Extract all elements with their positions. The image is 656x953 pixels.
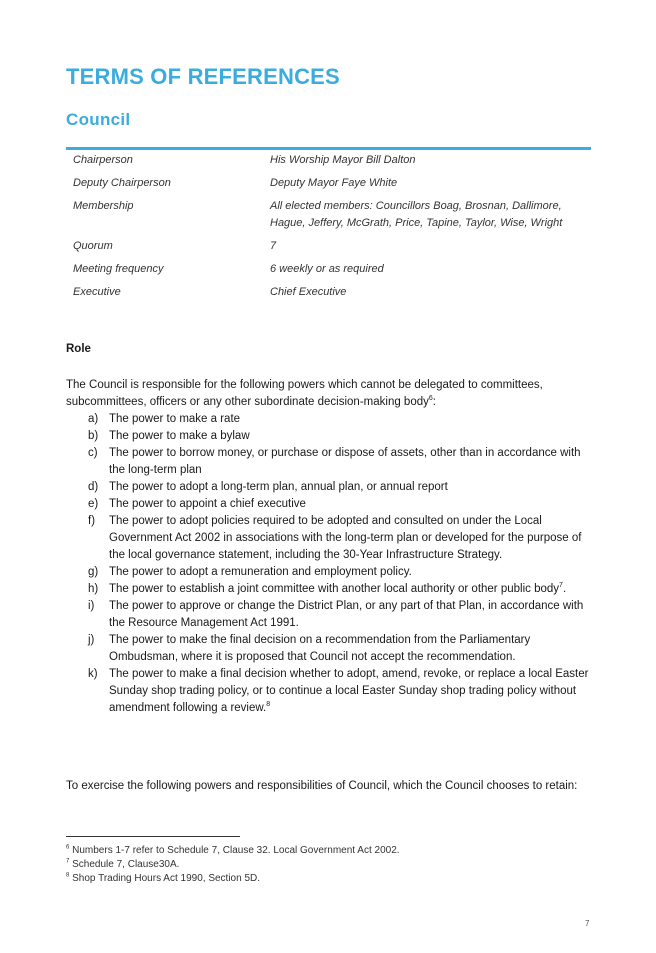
info-row-meeting-frequency — [66, 259, 591, 282]
info-label: Executive — [73, 286, 121, 298]
list-marker: h) — [88, 583, 99, 595]
info-row-deputy-chairperson — [66, 173, 591, 196]
list-item-text: The power to make a bylaw — [109, 430, 250, 442]
list-item-text: The power to adopt a long-term plan, annual plan, or annual report — [109, 481, 448, 493]
footnote-number: 7 — [66, 858, 70, 865]
info-row-executive — [66, 282, 591, 305]
info-value: Chief Executive — [270, 286, 347, 298]
footnote-text: Shop Trading Hours Act 1990, Section 5D. — [72, 873, 261, 884]
info-label: Membership — [73, 200, 134, 212]
info-label: Quorum — [73, 240, 113, 252]
list-marker: a) — [88, 413, 99, 425]
footnote — [66, 872, 400, 886]
list-item — [66, 632, 594, 666]
list-item-text: The power to appoint a chief executive — [109, 498, 306, 510]
info-value: 6 weekly or as required — [270, 263, 384, 275]
list-item — [66, 581, 594, 598]
footnote-ref: 7 — [559, 582, 563, 590]
list-item — [66, 598, 594, 632]
list-marker: e) — [88, 498, 99, 510]
list-item-text: The power to make a final decision whether to adopt, amend, revoke, or replace a local Easter Sunday shop trading policy, or to continue a local Easter Sunday shop trading policy without amendment following a review. — [109, 668, 589, 714]
info-value: All elected members: Councillors Boag, Brosnan, Dallimore, Hague, Jeffery, McGrath, Price, Tapine, Taylor, Wise, Wright — [270, 200, 563, 229]
info-label: Chairperson — [73, 154, 133, 166]
list-item-text: The power to adopt a remuneration and employment policy. — [109, 566, 412, 578]
committee-info-table — [66, 150, 591, 305]
role-heading: Role — [66, 343, 91, 355]
info-row-chairperson — [66, 150, 591, 173]
footnote — [66, 858, 400, 872]
list-item-text: The power to adopt policies required to be adopted and consulted on under the Local Government Act 2002 in associations with the long-term plan or developed for the purpose of the local governance statement, including the 30-Year Infrastructure Strategy. — [109, 515, 582, 561]
closing-paragraph: To exercise the following powers and responsibilities of Council, which the Council chooses to retain: — [66, 780, 578, 792]
section-title: Council — [66, 110, 131, 129]
list-item — [66, 513, 594, 564]
list-marker: g) — [88, 566, 99, 578]
list-item-text: The power to borrow money, or purchase or dispose of assets, other than in accordance with the long-term plan — [109, 447, 581, 476]
info-label: Meeting frequency — [73, 263, 164, 275]
footnote-ref: 6 — [428, 395, 433, 403]
list-item — [66, 564, 594, 581]
info-row-membership — [66, 196, 591, 236]
list-item — [66, 479, 594, 496]
list-marker: f) — [88, 515, 96, 527]
list-item — [66, 496, 594, 513]
footnote-separator — [66, 836, 240, 837]
list-item — [66, 445, 594, 479]
footnote-text: Numbers 1-7 refer to Schedule 7, Clause 32. Local Government Act 2002. — [72, 845, 400, 856]
list-item — [66, 428, 594, 445]
powers-list — [66, 411, 594, 717]
list-marker: b) — [88, 430, 99, 442]
footnote-ref: 8 — [266, 701, 271, 709]
info-label: Deputy Chairperson — [73, 177, 171, 189]
list-item — [66, 666, 594, 717]
footnote-number: 6 — [66, 844, 70, 851]
intro-text: The Council is responsible for the following powers which cannot be delegated to committees, subcommittees, officers or any other subordinate decision-making body — [66, 379, 543, 408]
list-item-text: The power to approve or change the District Plan, or any part of that Plan, in accordance with the Resource Management Act 1991. — [109, 600, 584, 629]
footnote-text: Schedule 7, Clause30A. — [72, 859, 180, 870]
footnote — [66, 844, 400, 858]
intro-end: : — [432, 396, 436, 408]
list-item-tail: . — [562, 583, 567, 595]
info-value: Deputy Mayor Faye White — [270, 177, 398, 189]
page-number: 7 — [585, 919, 590, 928]
info-value: His Worship Mayor Bill Dalton — [270, 154, 416, 166]
intro-paragraph — [66, 377, 594, 411]
list-marker: k) — [88, 668, 98, 680]
list-item — [66, 411, 594, 428]
footnotes — [66, 844, 400, 886]
list-item-text: The power to make the final decision on a recommendation from the Parliamentary Ombudsman, where it is proposed that Council not accept the recommendation. — [109, 634, 531, 663]
list-item-text: The power to make a rate — [109, 413, 241, 425]
info-value: 7 — [270, 240, 277, 252]
info-row-quorum — [66, 236, 591, 259]
list-marker: j) — [88, 634, 95, 646]
list-item-text: The power to establish a joint committee with another local authority or other public body — [109, 583, 560, 595]
page-title: TERMS OF REFERENCES — [66, 64, 340, 89]
list-marker: d) — [88, 481, 99, 493]
list-marker: i) — [88, 600, 95, 612]
list-marker: c) — [88, 447, 98, 459]
footnote-number: 8 — [66, 872, 70, 879]
